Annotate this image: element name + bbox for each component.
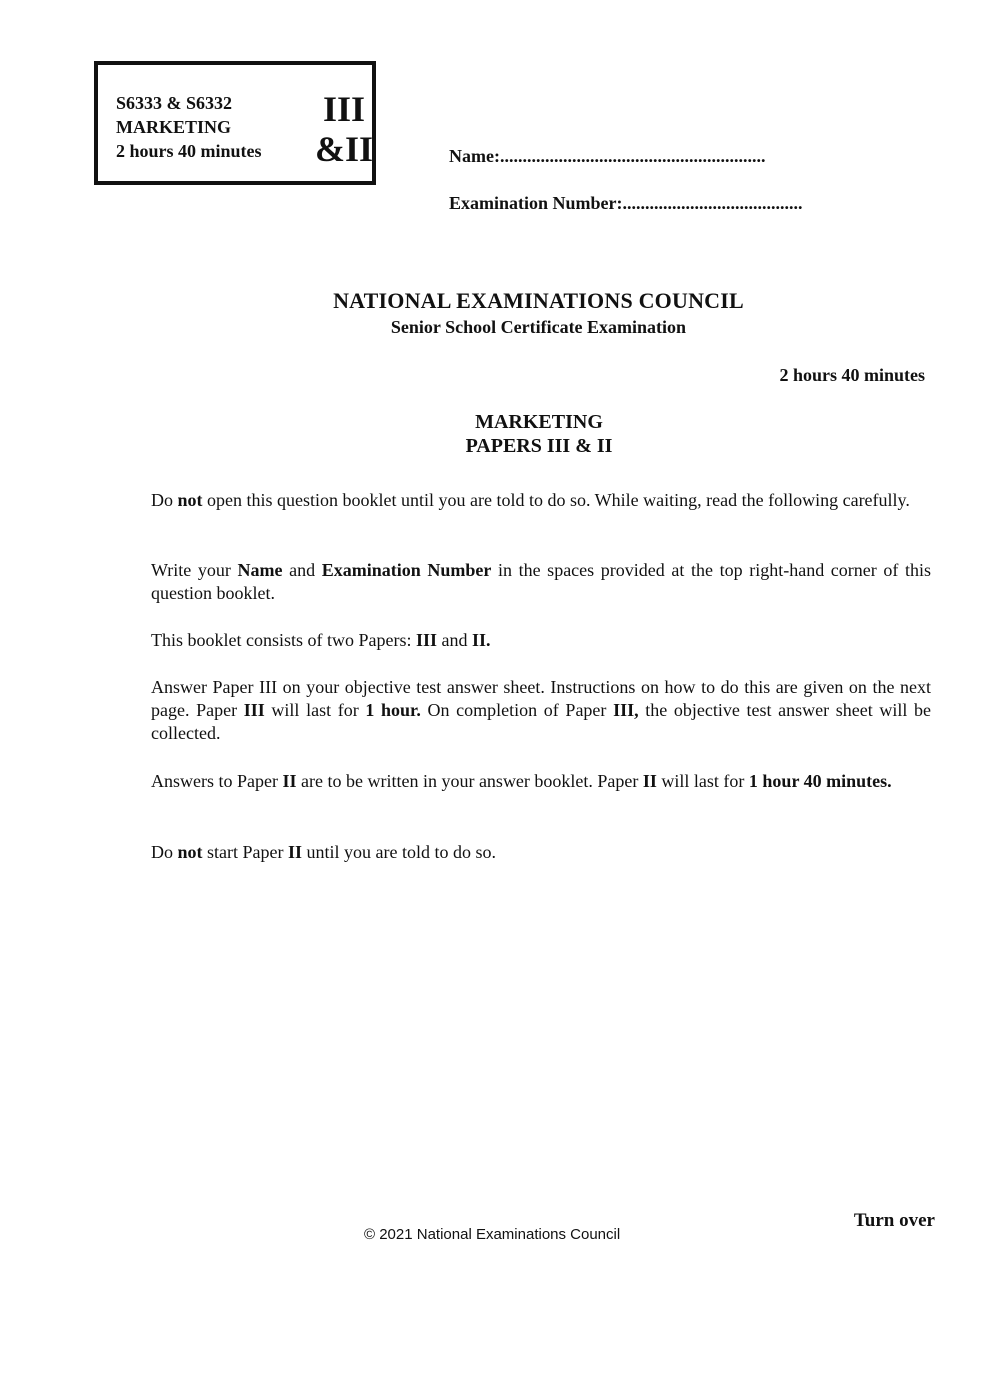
text: Write your (151, 560, 238, 580)
instruction-paragraph-6 (151, 841, 931, 864)
instruction-paragraph-2 (151, 559, 931, 605)
text: This booklet consists of two Papers: (151, 630, 416, 650)
emphasis: Name (237, 560, 283, 580)
text: until you are told to do so. (302, 842, 496, 862)
copyright-notice: © 2021 National Examinations Council (364, 1226, 621, 1243)
emphasis: 1 hour. (365, 700, 421, 720)
emphasis: Examination Number (321, 560, 492, 580)
name-blank-line: ........................................................... (499, 146, 766, 166)
text: start Paper (202, 842, 288, 862)
text: will last for (264, 700, 366, 720)
text: are to be written in your answer booklet. Paper (296, 771, 643, 791)
text: Do (151, 842, 178, 862)
paper-duration: 2 hours 40 minutes (116, 141, 262, 161)
emphasis: not (177, 842, 203, 862)
emphasis: II. (472, 630, 491, 650)
text: open this question booklet until you are told to do so. While waiting, read the following carefully. (202, 490, 910, 510)
emphasis: III, (613, 700, 639, 720)
text: and (282, 560, 322, 580)
name-label: Name: (449, 146, 500, 166)
council-title: NATIONAL EXAMINATIONS COUNCIL (333, 288, 744, 313)
emphasis: not (177, 490, 203, 510)
paper-subject: MARKETING (116, 117, 232, 137)
exam-number-field (449, 193, 803, 214)
paper-numbers (311, 89, 377, 169)
text: Answer Paper III on your objective test answer sheet. Instructions on how to do this are given on the next page. Paper (151, 677, 931, 720)
text: in the spaces provided at the top right-hand corner of this question booklet. (151, 560, 932, 603)
text: the objective test answer sheet will be collected. (151, 700, 932, 743)
instruction-paragraph-5 (151, 770, 931, 793)
text: and (437, 630, 472, 650)
council-subtitle: Senior School Certificate Examination (390, 317, 687, 337)
emphasis: II (288, 842, 303, 862)
turn-over-label: Turn over (853, 1210, 935, 1231)
instruction-paragraph-1 (151, 489, 931, 512)
exam-duration: 2 hours 40 minutes (779, 365, 925, 385)
papers-title: PAPERS III & II (465, 435, 613, 457)
text: will last for (656, 771, 749, 791)
exam-number-blank-line: ........................................ (622, 193, 803, 213)
instruction-paragraph-4 (151, 676, 931, 745)
emphasis: III (243, 700, 265, 720)
emphasis: 1 hour 40 minutes. (748, 771, 892, 791)
subject-heading (0, 410, 991, 458)
text: On completion of Paper (420, 700, 614, 720)
subject-title: MARKETING (475, 411, 603, 433)
emphasis: II (642, 771, 657, 791)
paper-number-iii: III (322, 89, 366, 129)
paper-codes: S6333 & S6332 (116, 93, 233, 113)
emphasis: II (282, 771, 297, 791)
emphasis: III (415, 630, 437, 650)
paper-details (116, 91, 262, 163)
instruction-paragraph-3 (151, 629, 931, 652)
exam-number-label: Examination Number: (449, 193, 623, 213)
name-field (449, 146, 765, 167)
paper-number-ii: &II (314, 129, 373, 169)
paper-identification-box (94, 61, 376, 185)
text: Do (151, 490, 178, 510)
text: Answers to Paper (151, 771, 283, 791)
